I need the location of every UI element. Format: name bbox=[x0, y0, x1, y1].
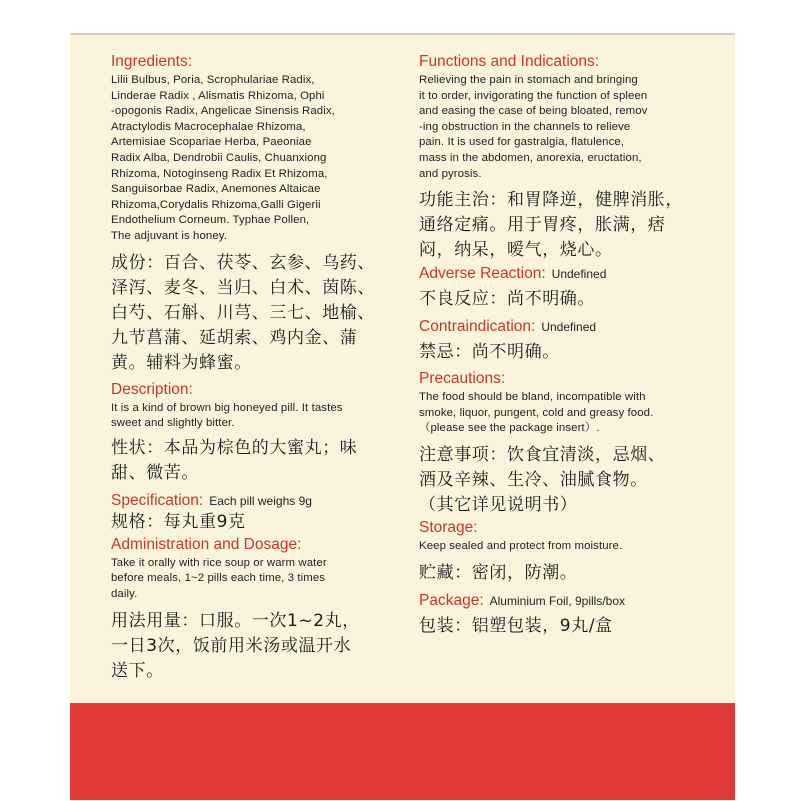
functions-heading: Functions and Indications: bbox=[419, 53, 600, 70]
ingredients-zh-line: 白芍、石斛、川芎、三七、地榆、 bbox=[111, 302, 375, 323]
ingredients-zh-line: 泽泻、麦冬、当归、白术、茵陈、 bbox=[111, 277, 375, 298]
ingredients-section bbox=[111, 52, 394, 376]
functions-en-line: it to order, invigorating the function of spleen bbox=[419, 89, 648, 102]
description-heading: Description: bbox=[111, 380, 193, 398]
functions-en-line: mass in the abdomen, anorexia, eructation, bbox=[419, 151, 642, 164]
adverse-value: Undefined bbox=[551, 267, 607, 282]
functions-section bbox=[419, 52, 696, 263]
specification-heading: Specification: bbox=[111, 491, 204, 509]
precautions-heading: Precautions: bbox=[419, 370, 506, 388]
contraindication-heading: Contraindication: bbox=[419, 318, 536, 336]
adverse-row bbox=[419, 263, 696, 283]
administration-zh-line: 一日3次，饭前用米汤或温开水 bbox=[111, 635, 352, 656]
administration-en-line: before meals, 1~2 pills each time, 3 times bbox=[111, 572, 326, 585]
specification-zh: 规格：每丸重9克 bbox=[111, 511, 246, 532]
administration-heading: Administration and Dosage: bbox=[111, 535, 302, 553]
functions-en-line: -ing obstruction in the channels to relieve bbox=[419, 120, 631, 133]
precautions-section bbox=[419, 369, 696, 518]
precautions-zh-line: 酒及辛辣、生冷、油腻食物。 bbox=[419, 469, 648, 490]
functions-en-line: pain. It is used for gastralgia, flatulence, bbox=[419, 136, 625, 149]
package-row bbox=[419, 590, 696, 610]
specification-section bbox=[111, 490, 394, 535]
ingredients-en-line: Sanguisorbae Radix, Anemones Altaicae bbox=[111, 183, 321, 196]
functions-zh-line: 通络定痛。用于胃疼，胀满，痞 bbox=[419, 215, 666, 236]
description-zh-line: 性状：本品为棕色的大蜜丸；味 bbox=[111, 437, 358, 458]
storage-heading: Storage: bbox=[419, 518, 478, 536]
package-heading: Package: bbox=[419, 591, 484, 609]
precautions-en-line: The food should be bland, incompatible with bbox=[419, 391, 646, 404]
functions-en-line: and pyrosis. bbox=[419, 167, 482, 180]
left-column bbox=[111, 52, 394, 684]
administration-zh-line: 用法用量：口服。一次1~2丸， bbox=[111, 610, 360, 631]
precautions-en-line: （please see the package insert）. bbox=[419, 422, 600, 435]
package-zh: 包装：铝塑包装，9丸/盒 bbox=[419, 615, 613, 636]
storage-zh: 贮藏：密闭，防潮。 bbox=[419, 562, 578, 583]
functions-zh-line: 闷，纳呆，嗳气，烧心。 bbox=[419, 240, 613, 261]
package-section bbox=[419, 590, 696, 639]
specification-value: Each pill weighs 9g bbox=[209, 493, 312, 508]
contraindication-zh: 禁忌：尚不明确。 bbox=[419, 342, 560, 363]
red-bottom-band bbox=[70, 703, 735, 800]
administration-en-line: daily. bbox=[111, 587, 138, 600]
functions-en-line: and easing the case of being bloated, remov bbox=[419, 105, 648, 118]
ingredients-en-line: Radix Alba, Dendrobii Caulis, Chuanxiong bbox=[111, 151, 327, 164]
functions-en-line: Relieving the pain in stomach and bringing bbox=[419, 74, 638, 86]
administration-section bbox=[111, 535, 394, 684]
description-section bbox=[111, 380, 394, 486]
ingredients-zh-line: 九节菖蒲、延胡索、鸡内金、蒲 bbox=[111, 327, 358, 348]
ingredients-zh-line: 成份：百合、茯苓、玄参、乌药、 bbox=[111, 252, 375, 273]
ingredients-en-line: Rhizoma, Notoginseng Radix Et Rhizoma, bbox=[111, 167, 328, 180]
package-value: Aluminium Foil, 9pills/box bbox=[489, 593, 626, 608]
administration-en-line: Take it orally with rice soup or warm water bbox=[111, 556, 327, 569]
functions-zh-line: 功能主治：和胃降逆，健脾消胀， bbox=[419, 190, 683, 211]
ingredients-en-line: Rhizoma,Corydalis Rhizoma,Galli Gigerii bbox=[111, 198, 321, 211]
precautions-zh-line: 注意事项：饮食宜清淡，忌烟、 bbox=[419, 444, 666, 465]
ingredients-en-line: Linderae Radix , Alismatis Rhizoma, Ophi bbox=[111, 89, 325, 102]
description-en-line: It is a kind of brown big honeyed pill. It tastes bbox=[111, 401, 343, 414]
contraindication-value: Undefined bbox=[541, 320, 597, 335]
precautions-en-line: smoke, liquor, pungent, cold and greasy food. bbox=[419, 406, 654, 419]
ingredients-en-line: Atractylodis Macrocephalae Rhizoma, bbox=[111, 120, 306, 133]
ingredients-en-line: -opogonis Radix, Angelicae Sinensis Radix, bbox=[111, 105, 335, 118]
adverse-zh: 不良反应：尚不明确。 bbox=[419, 289, 595, 310]
ingredients-zh-line: 黄。辅料为蜂蜜。 bbox=[111, 352, 252, 373]
adverse-heading: Adverse Reaction: bbox=[419, 265, 546, 283]
right-column bbox=[419, 52, 696, 639]
storage-section bbox=[419, 518, 696, 586]
ingredients-en-line: Lilii Bulbus, Poria, Scrophulariae Radix, bbox=[111, 74, 315, 86]
administration-zh-line: 送下。 bbox=[111, 660, 164, 681]
contraindication-section bbox=[419, 316, 696, 365]
description-en-line: sweet and slightly bitter. bbox=[111, 417, 235, 430]
ingredients-en-line: The adjuvant is honey. bbox=[111, 229, 227, 242]
ingredients-en-line: Endothelium Corneum. Typhae Pollen, bbox=[111, 214, 310, 227]
precautions-zh-line: （其它详见说明书） bbox=[419, 494, 578, 515]
specification-row bbox=[111, 490, 394, 510]
adverse-section bbox=[419, 263, 696, 312]
ingredients-heading: Ingredients: bbox=[111, 53, 192, 70]
ingredients-en-line: Artemisiae Scopariae Herba, Paeoniae bbox=[111, 136, 312, 149]
contraindication-row bbox=[419, 316, 696, 336]
storage-en: Keep sealed and protect from moisture. bbox=[419, 539, 623, 552]
description-zh-line: 甜、微苦。 bbox=[111, 462, 199, 483]
